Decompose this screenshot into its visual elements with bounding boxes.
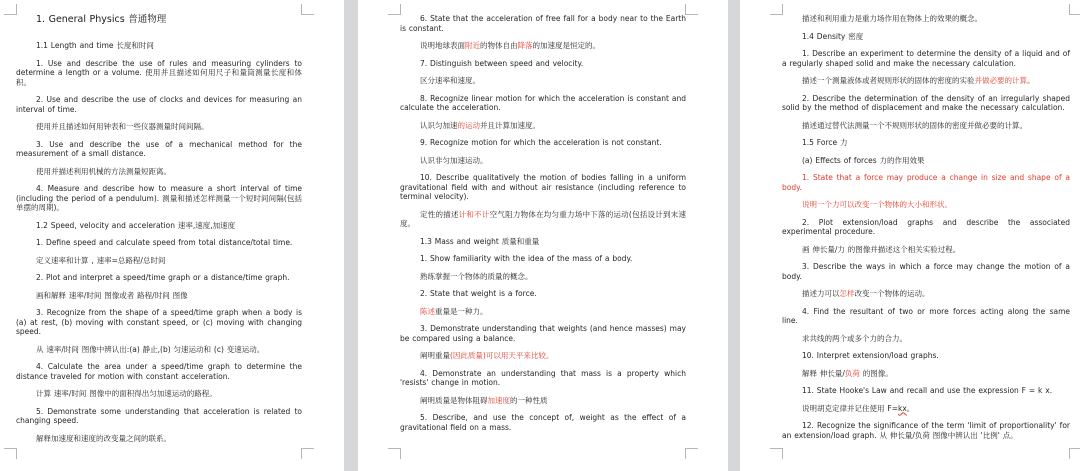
paragraph [400,307,686,317]
text-run: 。 [1027,76,1035,85]
text-run: 。 [906,403,915,413]
text-run: 1.5 Force 力 [802,138,848,147]
text-run: 阐明质量是物体阻碍 [420,395,488,405]
text-run: 阐明重量 [420,351,450,360]
paragraph [16,389,302,399]
text-run: 画 伸长量/力 的图像并描述这个相关实验过程。 [802,244,961,254]
red-correction-text: 计和不计 [458,209,490,219]
paragraph [782,138,1070,148]
text-run: 区分速率和速度。 [420,76,480,85]
paragraph [782,289,1070,299]
spellcheck-flagged-text: kx [897,403,907,413]
paragraph [16,291,302,301]
text-run: 解释加速度和速度的改变量之间的联系。 [36,433,171,443]
text-run: 11. State Hooke's Law and recall and use the expression F = k x. [802,386,1053,395]
paragraph [16,122,302,132]
paragraph [400,254,686,264]
paragraph [782,200,1070,210]
text-run: 认识匀加速 [420,120,458,130]
text-run: 描述通过替代法测量一个不规则形状的固体的密度并做必要的计算。 [802,120,1027,130]
paragraph [400,272,686,282]
paragraph [400,289,686,299]
text-run: 1.4 Density 密度 [802,31,864,41]
paragraph [400,237,686,247]
text-run: 定性的描述 [420,209,459,219]
text-run: 使用并且描述如何用钟表和一些仪器测量时间间隔。 [36,122,209,131]
page-3-content[interactable] [740,0,1080,471]
text-run: (a) Effects of forces 力的作用效果 [802,155,925,165]
paragraph [782,307,1070,326]
paragraph [782,369,1070,379]
text-run: 3. Use and describe the use of a mechanical method for the measurement of a small distance. [16,139,302,158]
red-correction-text: 负荷 [844,368,860,378]
text-run: 使用并描述利用机械的方法测量短距离。 [36,166,171,176]
paragraph [782,386,1070,396]
text-run: 1. Define speed and calculate speed from total distance/total time. [36,238,293,247]
text-run: 2. Describe the determination of the density of an irregularly shaped solid by the method of displacement and make the necessary calculation. [782,93,1070,112]
text-run: 1.2 Speed, velocity and acceleration 速率,速度,加速度 [36,220,236,230]
text-run: 7. Distinguish between speed and velocity. [420,58,584,68]
text-run: 5. Describe, and use the concept of, weight as the effect of a gravitational field on a mass. [400,413,686,432]
paragraph [16,140,302,159]
text-run: 5. Demonstrate some understanding that acceleration is related to changing speed. [16,406,302,425]
red-correction-text: 的运动 [457,120,480,130]
text-run: 的加速度是恒定的。 [532,41,600,50]
text-run: 6. State that the acceleration of free fall for a body near to the Earth is constant. [400,14,686,33]
text-run: 描述一个测量液体或者规则形状的固体的密度的实验 [802,76,975,85]
text-run: 1. Describe an experiment to determine the density of a liquid and of a regularly shaped solid and make the necessary calculation. [782,49,1070,68]
paragraph [782,121,1070,131]
text-run: 的一种性质 [510,395,548,405]
red-correction-text: 并做必要的计算 [974,76,1027,85]
text-run: 描述力可以 [802,289,840,298]
paragraph [16,95,302,114]
paragraph [400,121,686,131]
text-run: 2. State that weight is a force. [420,289,537,298]
paragraph [782,14,1070,24]
text-run: 9. Recognize motion for which the acceleration is not constant. [420,138,662,147]
paragraph [400,413,686,432]
text-run: 1. Show familiarity with the idea of the mass of a body. [420,254,633,263]
text-run: 1. General Physics 普通物理 [36,14,167,25]
red-correction-text: 说明一个力可以改变一个物体的大小和形状。 [802,200,952,209]
text-run: 3. Describe the ways in which a force may change the motion of a body. [782,262,1070,281]
paragraph [16,221,302,231]
paragraph [16,59,302,88]
paragraph [782,245,1070,255]
text-run: 1.1 Length and time 长度和时间 [36,41,154,50]
text-run: 说明胡克定律并记住使用 F= [802,403,898,413]
text-run: 3. Recognize from the shape of a speed/time graph when a body is (a) at rest, (b) moving with constant speed, or (c) moving with changing speed. [16,308,302,336]
paragraph [16,238,302,248]
paragraph [400,94,686,113]
text-run: 画和解释 速率/时间 图像或者 路程/时间 图像 [36,290,188,300]
red-correction-text: 1. State that a force may produce a change in size and shape of a body. [782,173,1070,192]
paragraph [400,324,686,343]
paragraph [782,334,1070,344]
text-run: 定义速率和计算 , 速率=总路程/总时间 [36,255,166,265]
red-correction-text: 加速度 [487,395,510,405]
paragraph [400,173,686,202]
paragraph [782,404,1070,414]
text-run: 8. Recognize linear motion for which the acceleration is constant and calculate the acceleration. [400,93,686,112]
text-run: 2. Use and describe the use of clocks and devices for measuring an interval of time. [16,95,302,114]
paragraph [16,273,302,283]
red-correction-text: 陈述 [420,306,435,316]
text-run: 改变一个物体的运动。 [854,289,930,298]
paragraph [16,184,302,213]
text-run: 1. Use and describe the use of rules and measuring cylinders to determine a length or a volume. 使用并且描述如何用尺子和量筒测量长度和体积。 [16,58,302,87]
paragraph [782,94,1070,113]
paragraph [400,156,686,166]
text-run: 求共线的两个或多个力的合力。 [802,333,907,343]
text-run: 4. Find the resultant of two or more forces acting along the same line. [782,306,1070,325]
paragraph [16,167,302,177]
red-correction-text: 怎样 [839,289,855,298]
paragraph [400,396,686,406]
paragraph [16,362,302,381]
page-1[interactable] [0,0,344,471]
page-1-content[interactable] [0,0,344,471]
page-2[interactable] [358,0,728,471]
text-run: 4. Calculate the area under a speed/time graph to determine the distance traveled for motion with constant acceleration. [16,362,302,381]
text-run: 从 速率/时间 图像中辨认出:(a) 静止,(b) 匀速运动和 (c) 变速运动。 [36,344,265,354]
paragraph [782,351,1070,361]
paragraph [400,76,686,86]
paragraph [782,156,1070,166]
text-run: 4. Demonstrate an understanding that mass is a property which 'resists' change in motion. [400,368,686,387]
text-run: 4. Measure and describe how to measure a short interval of time (including the period of a pendulum). 测量和描述怎样测量一个短时间间隔(包括单摆的周期)。 [16,184,302,212]
text-run: 熟练掌握一个物体的质量的概念。 [420,271,533,281]
paragraph [782,76,1070,86]
red-correction-text: (因此质量)可以用天平来比较。 [450,351,554,360]
text-run: 说明地球表面 [420,41,465,50]
paragraph [400,210,686,229]
text-run: 2. Plot extension/load graphs and describe the associated experimental procedure. [782,217,1070,236]
paragraph [16,407,302,426]
paragraph [16,308,302,337]
text-run: 的物体自由 [480,41,518,50]
page-2-content[interactable] [358,0,728,471]
text-run: 2. Plot and interpret a speed/time graph or a distance/time graph. [36,273,290,282]
paragraph [782,218,1070,237]
text-run: 描述和利用重力是重力场作用在物体上的效果的概念。 [802,14,982,23]
paragraph [16,345,302,355]
text-run: 3. Demonstrate understanding that weights (and hence masses) may be compared using a balance. [400,324,686,343]
paragraph [400,138,686,148]
paragraph [400,59,686,69]
text-run: 认识非匀加速运动。 [420,155,488,165]
text-run: 重量是一种力。 [435,306,488,316]
paragraph [16,41,302,51]
text-run: 1.3 Mass and weight 质量和重量 [420,236,540,246]
page-3[interactable] [740,0,1080,471]
text-run: 10. Describe qualitatively the motion of bodies falling in a uniform gravitational field with and without air resistance (including reference to terminal velocity). [400,173,686,201]
red-correction-text: 附近 [465,41,480,50]
paragraph [16,434,302,444]
text-run: 解释 伸长量/ [802,368,845,378]
document-title [16,14,302,26]
paragraph [16,256,302,266]
paragraph [400,369,686,388]
paragraph [782,173,1070,192]
text-run: 空气阻力物体在均匀重力场中下落的运动(包括设计到末速度。 [400,209,686,228]
text-run: 10. Interpret extension/load graphs. [802,351,939,360]
red-correction-text: 降落 [517,41,533,50]
paragraph [782,32,1070,42]
paragraph [400,41,686,51]
text-run: 12. Recognize the significance of the term 'limit of proportionality' for an extension/load graph. 从 伸长量/负荷 图像中辨认出 '比例' 点。 [782,421,1070,440]
paragraph [782,421,1070,440]
paragraph [782,262,1070,281]
paragraph [782,49,1070,68]
text-run: 计算 速率/时间 图像中的面积得出匀加速运动的路程。 [36,389,217,398]
text-run: 的图像。 [859,368,893,378]
paragraph [400,351,686,361]
paragraph [400,14,686,33]
text-run: 并且计算加速度。 [480,120,540,130]
